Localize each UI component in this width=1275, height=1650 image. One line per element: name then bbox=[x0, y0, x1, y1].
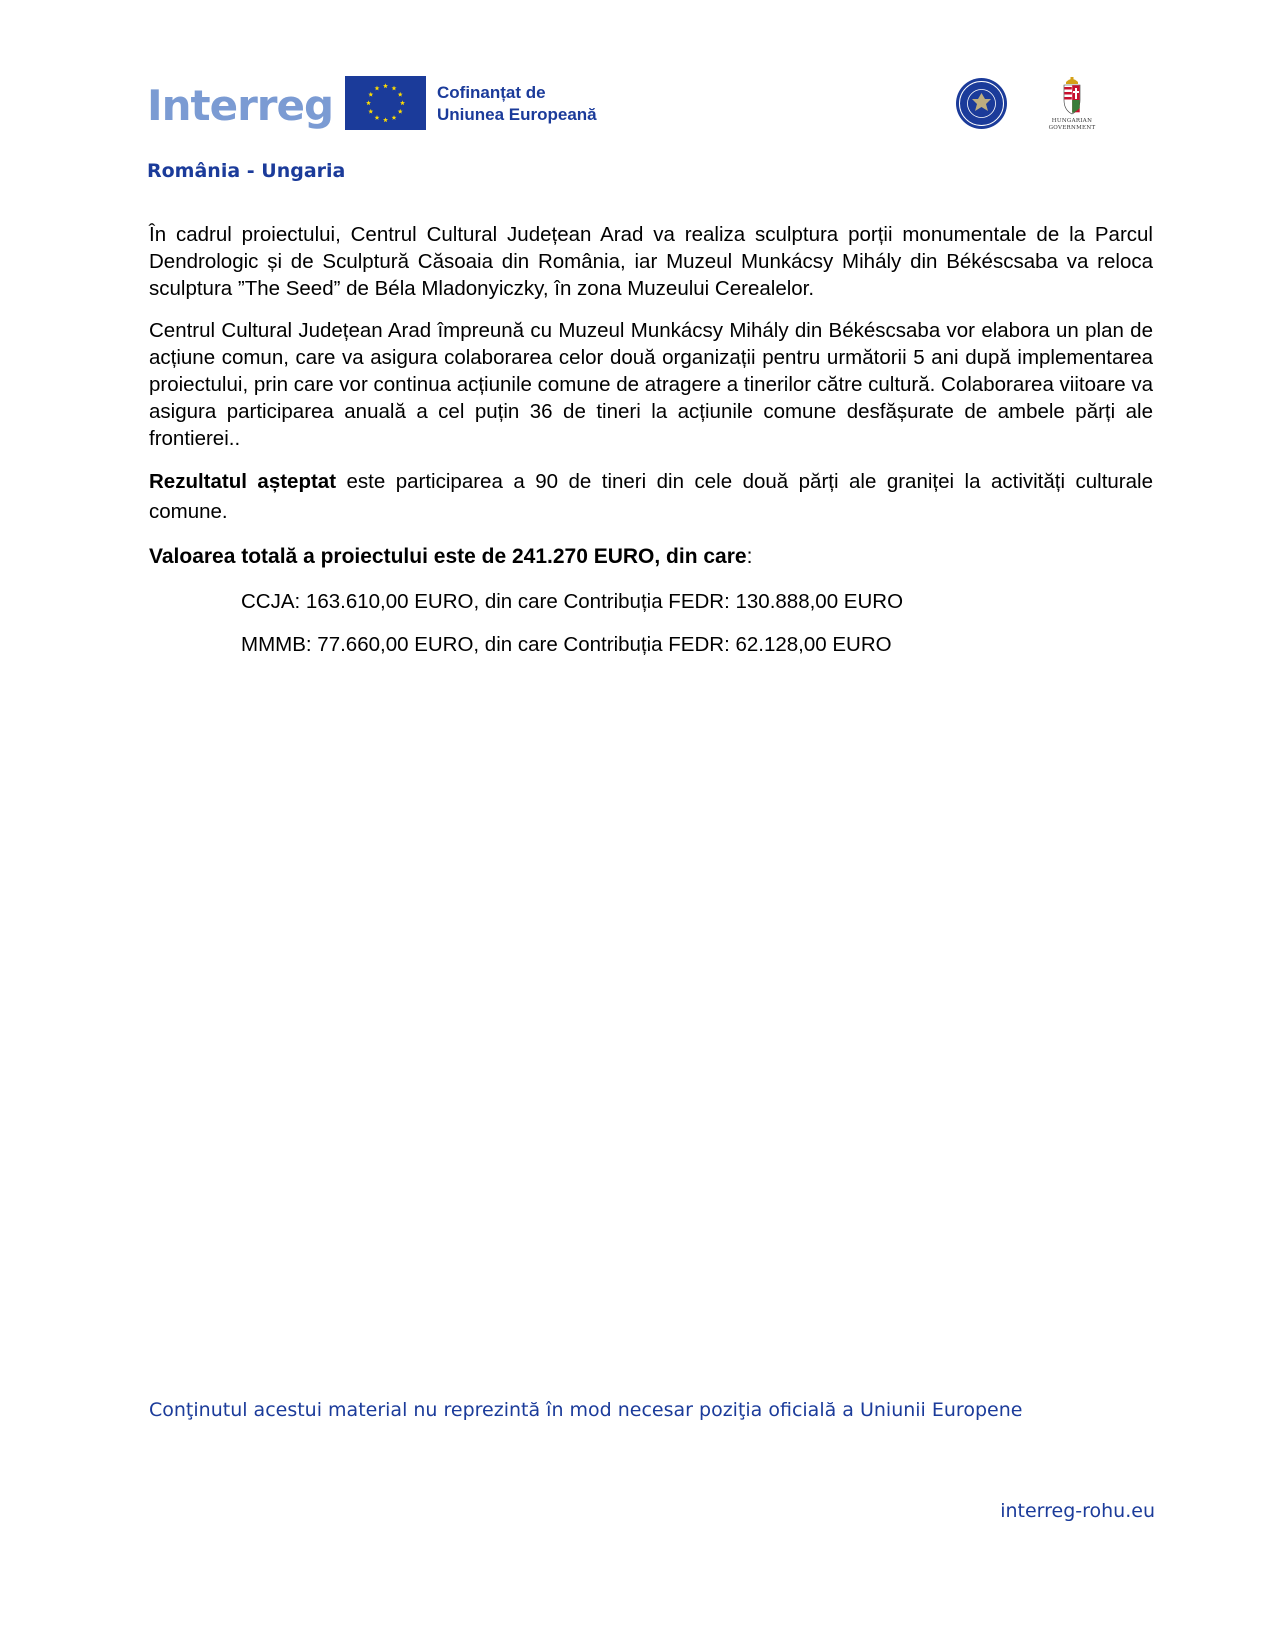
hungarian-coat-of-arms-icon bbox=[1045, 76, 1099, 118]
paragraph-action-plan: Centrul Cultural Județean Arad împreună cu Muzeul Munkácsy Mihály din Békéscsaba vor elabora un plan de acțiune comun, care va asigura colaborarea celor două organizații pentru următorii 5 ani după implementarea proiectului, prin care vor continua acțiunile comune de atragere a tinerilor către cultură. Colaborarea viitoare va asigura participarea anuală a cel puțin 36 de tineri la acțiunile comune desfășurate de ambele părți ale frontierei.. bbox=[149, 319, 1153, 450]
paragraph-expected-result bbox=[149, 467, 1153, 527]
expected-result-label: Rezultatul așteptat bbox=[149, 470, 337, 493]
cofinanced-line-2: Uniunea Europeană bbox=[437, 105, 597, 124]
hungarian-government-logo bbox=[1045, 76, 1099, 134]
hu-gov-line-2: GOVERNMENT bbox=[1048, 125, 1096, 131]
expected-result-text: este participarea a 90 de tineri din cele două părți ale graniței la activități culturale comune. bbox=[149, 470, 1153, 523]
eu-flag-icon bbox=[345, 76, 426, 130]
cofinanced-line-1: Cofinanțat de bbox=[437, 83, 546, 102]
interreg-logo: Interreg bbox=[147, 81, 334, 130]
budget-row-ccja: CCJA: 163.610,00 EURO, din care Contribuția FEDR: 130.888,00 EURO bbox=[241, 590, 904, 613]
total-value-colon: : bbox=[746, 545, 753, 568]
eu-disclaimer: Conţinutul acestui material nu reprezintă în mod necesar poziţia oficială a Uniunii Europene bbox=[149, 1399, 1023, 1421]
total-value-heading bbox=[149, 543, 1153, 570]
budget-row-mmmb: MMMB: 77.660,00 EURO, din care Contribuția FEDR: 62.128,00 EURO bbox=[241, 633, 892, 656]
document-body bbox=[149, 221, 1153, 674]
hu-gov-line-1: HUNGARIAN bbox=[1051, 118, 1093, 124]
website-link[interactable]: interreg-rohu.eu bbox=[1000, 1500, 1155, 1522]
hungarian-government-label bbox=[1045, 118, 1099, 132]
cofinanced-label bbox=[437, 82, 597, 126]
romanian-government-seal-icon bbox=[955, 77, 1008, 130]
paragraph-project-description: În cadrul proiectului, Centrul Cultural Județean Arad va realiza sculptura porții monumentale de la Parcul Dendrologic și de Sculptură Căsoaia din România, iar Muzeul Munkácsy Mihály din Békéscsaba va reloca sculptura ”The Seed” de Béla Mladonyiczky, în zona Muzeului Cerealelor. bbox=[149, 223, 1153, 300]
total-value-text: Valoarea totală a proiectului este de 241.270 EURO, din care bbox=[149, 545, 747, 568]
program-title: România - Ungaria bbox=[147, 160, 346, 182]
